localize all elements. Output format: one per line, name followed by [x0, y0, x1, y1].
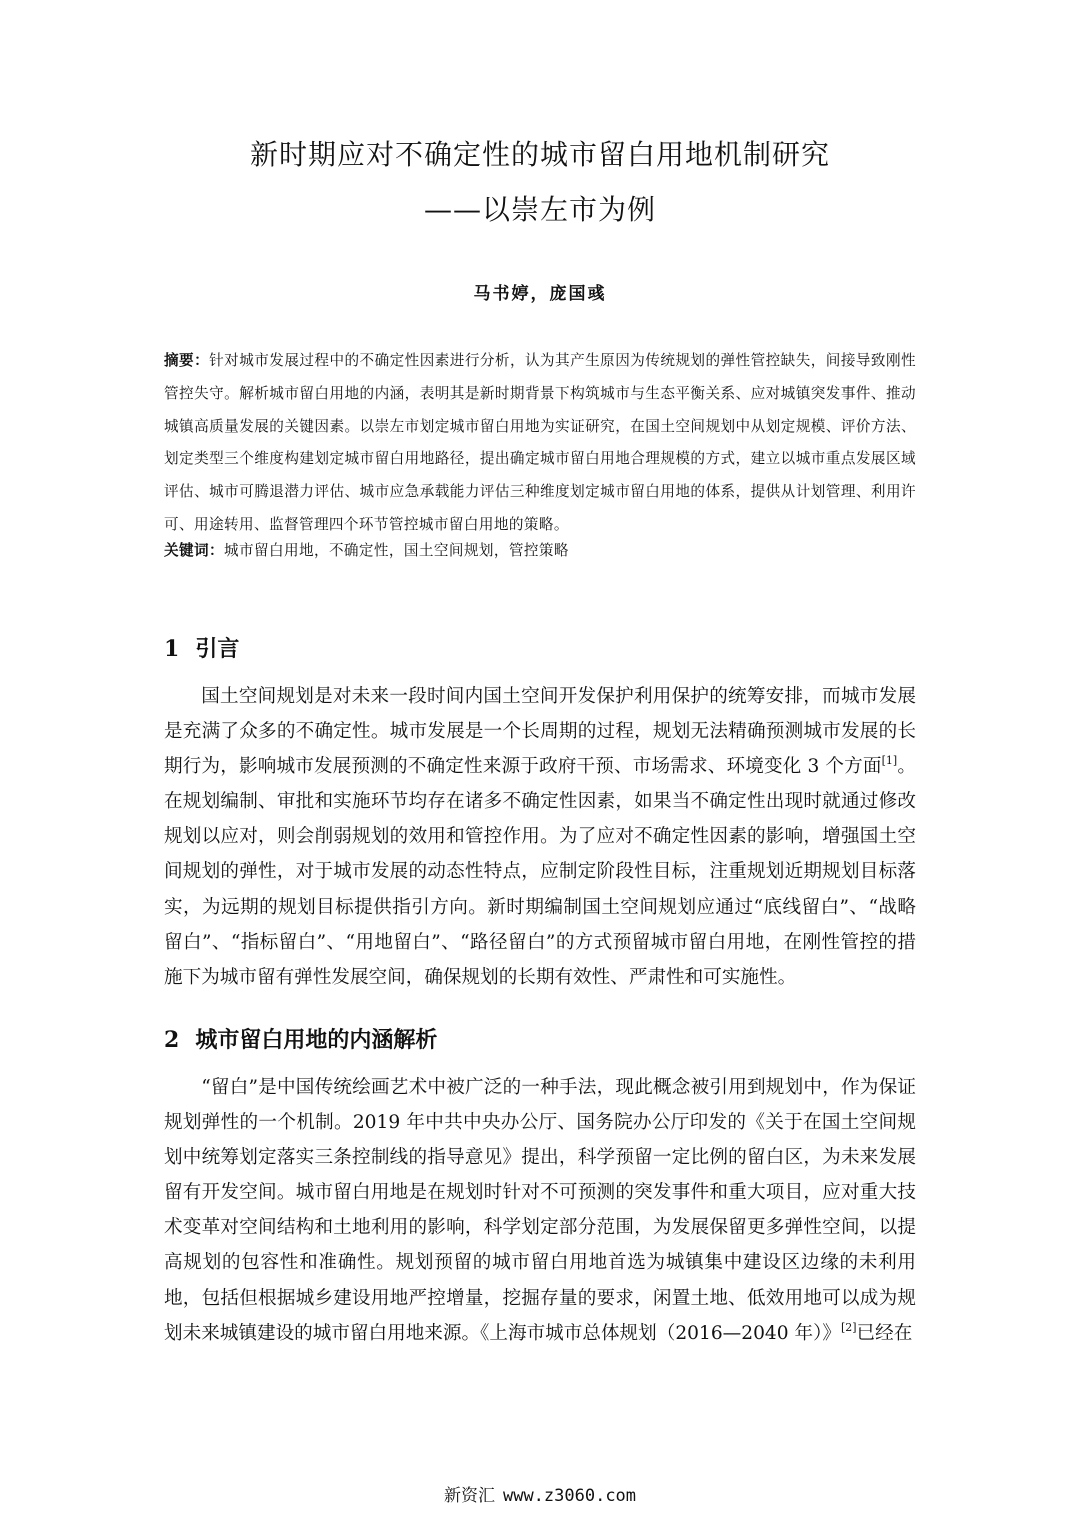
section-2-paragraph [164, 1070, 916, 1351]
abstract-text: 针对城市发展过程中的不确定性因素进行分析，认为其产生原因为传统规划的弹性管控缺失，间接导致刚性管控失守。解析城市留白用地的内涵，表明其是新时期背景下构筑城市与生态平衡关系、应对城镇突发事件、推动城镇高质量发展的关键因素。以崇左市划定城市留白用地为实证研究，在国土空间规划中从划定规模、评价方法、划定类型三个维度构建划定城市留白用地路径，提出确定城市留白用地合理规模的方式，建立以城市重点发展区域评估、城市可腾退潜力评估、城市应急承载能力评估三种维度划定城市留白用地的体系，提供从计划管理、利用许可、用途转用、监督管理四个环节管控城市留白用地的策略。 [164, 352, 916, 533]
paper-subtitle: ——以崇左市为例 [423, 193, 656, 226]
page-footer [0, 1481, 1080, 1506]
section-heading-1 [164, 632, 239, 663]
citation-ref[interactable]: [2] [840, 1320, 857, 1334]
section-heading-2 [164, 1023, 437, 1054]
section-number: 1 [164, 636, 180, 662]
abstract [164, 345, 916, 542]
keywords [164, 535, 916, 568]
footer-url[interactable]: www.z3060.com [502, 1486, 637, 1506]
paper-title: 新时期应对不确定性的城市留白用地机制研究 [249, 138, 830, 171]
authors: 马书婷，庞国彧 [473, 284, 607, 304]
section-title: 引言 [195, 636, 240, 662]
keywords-text: 城市留白用地，不确定性，国土空间规划，管控策略 [223, 542, 569, 559]
paragraph-text: 国土空间规划是对未来一段时间内国土空间开发保护利用保护的统筹安排，而城市发展是充满了众多的不确定性。城市发展是一个长周期的过程，规划无法精确预测城市发展的长期行为，影响城市发展预测的不确定性来源于政府干预、市场需求、环境变化 3 个方面 [164, 686, 916, 778]
paragraph-text: 已经在 [856, 1322, 913, 1344]
paragraph-text: “留白”是中国传统绘画艺术中被广泛的一种手法，现此概念被引用到规划中，作为保证规划弹性的一个机制。2019 年中共中央办公厅、国务院办公厅印发的《关于在国土空间规划中统筹划定落实三条控制线的指导意见》提出，科学预留一定比例的留白区，为未来发展留有开发空间。城市留白用地是在规划时针对不可预测的突发事件和重大项目，应对重大技术变革对空间结构和土地利用的影响，科学划定部分范围，为发展保留更多弹性空间，以提高规划的包容性和准确性。规划预留的城市留白用地首选为城镇集中建设区边缘的未利用地，包括但根据城乡建设用地严控增量，挖掘存量的要求，闲置土地、低效用地可以成为规划未来城镇建设的城市留白用地来源。《上海市城市总体规划（2016—2040 年）》 [164, 1077, 916, 1344]
citation-ref[interactable]: [1] [881, 754, 898, 768]
abstract-label: 摘要： [164, 352, 210, 369]
footer-site-name: 新资汇 [443, 1486, 495, 1506]
keywords-label: 关键词： [164, 542, 224, 559]
paragraph-text: 。在规划编制、审批和实施环节均存在诸多不确定性因素，如果当不确定性出现时就通过修改规划以应对，则会削弱规划的效用和管控作用。为了应对不确定性因素的影响，增强国土空间规划的弹性，对于城市发展的动态性特点，应制定阶段性目标，注重规划近期规划目标落实，为远期的规划目标提供指引方向。新时期编制国土空间规划应通过“底线留白”、“战略留白”、“指标留白”、“用地留白”、“路径留白”的方式预留城市留白用地，在刚性管控的措施下为城市留有弹性发展空间，确保规划的长期有效性、严肃性和可实施性。 [164, 756, 916, 988]
section-title: 城市留白用地的内涵解析 [195, 1027, 438, 1053]
section-1-paragraph [164, 679, 916, 995]
section-number: 2 [164, 1027, 180, 1053]
